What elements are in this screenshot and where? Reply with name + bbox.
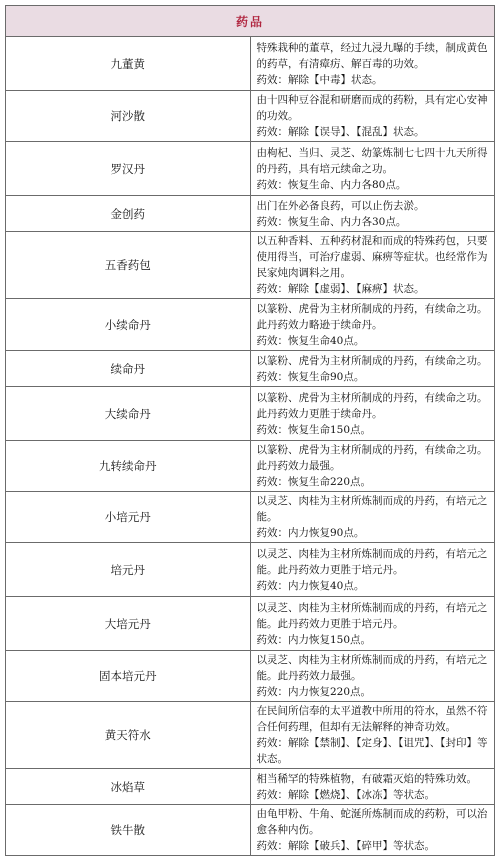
item-details: [250, 142, 495, 196]
item-effect: 药效：解除【禁制】、【定身】、【诅咒】、【封印】等状态。: [256, 737, 488, 765]
table-row: [6, 769, 495, 805]
table-row: [6, 805, 495, 856]
item-description: 由枸杞、当归、灵芝、幼篆炼制七七四十九天所得的丹药，具有培元续命之功。: [256, 146, 488, 175]
table-row: [6, 651, 495, 702]
item-description: 以篆粉、虎骨为主材所制成的丹药，有续命之功。此丹药效力最强。: [256, 444, 488, 472]
item-effect: 药效：恢复生命220点。: [256, 476, 372, 488]
item-details: [250, 769, 495, 805]
item-description: 特殊栽种的董草，经过九浸九曝的手续，制成黄色的药草，有清瘴疠、解百毒的功效。: [256, 41, 488, 70]
item-effect: 药效：内力恢复150点。: [256, 633, 372, 646]
item-name: 五香药包: [6, 232, 251, 299]
item-name: 黄天符水: [6, 702, 251, 769]
table-row: [6, 91, 495, 142]
table-header-row: [6, 6, 495, 37]
item-description: 以篆粉、虎骨为主材所制成的丹药，有续命之功。: [256, 354, 488, 367]
item-details: [250, 597, 495, 651]
item-description: 由十四种豆谷混和研磨而成的药粉，具有定心安神的功效。: [256, 94, 488, 122]
item-effect: 药效：解除【中毒】状态。: [256, 73, 383, 86]
table-row: [6, 441, 495, 492]
item-details: [250, 91, 495, 142]
item-details: [250, 702, 495, 769]
table-row: [6, 597, 495, 651]
table-row: [6, 37, 495, 91]
table-row: [6, 196, 495, 232]
item-description: 在民间所信奉的太平道教中所用的符水，虽然不符合任何药理，但却有无法解释的神奇功效。: [256, 705, 488, 733]
item-description: 以灵芝、肉桂为主材所炼制而成的丹药，有培元之能。: [256, 495, 488, 523]
item-effect: 药效：恢复生命、内力各30点。: [256, 215, 407, 228]
table-row: [6, 387, 495, 441]
item-name: 罗汉丹: [6, 142, 251, 196]
item-description: 相当稀罕的特殊植物，有破霜灭焰的特殊功效。: [256, 772, 477, 785]
item-effect: 药效：恢复生命、内力各80点。: [256, 178, 407, 191]
item-name: 小培元丹: [6, 492, 251, 543]
table-row: [6, 492, 495, 543]
item-description: 出门在外必备良药，可以止伤去淤。: [256, 199, 425, 212]
table-row: [6, 142, 495, 196]
item-effect: 药效：解除【燃烧】、【冰冻】等状态。: [256, 788, 435, 801]
item-details: [250, 351, 495, 387]
item-description: 以篆粉、虎骨为主材所制成的丹药，有续命之功。此丹药效力更胜于续命丹。: [256, 391, 488, 420]
item-description: 由龟甲粉、牛角、蛇涎所炼制而成的药粉，可以治愈各种内伤。: [256, 808, 488, 836]
item-details: [250, 651, 495, 702]
table-body: [6, 37, 495, 856]
item-effect: 药效：内力恢复90点。: [256, 527, 365, 539]
table-row: [6, 351, 495, 387]
table-row: [6, 299, 495, 351]
item-details: [250, 232, 495, 299]
item-details: [250, 441, 495, 492]
table-row: [6, 702, 495, 769]
item-name: 九董黄: [6, 37, 251, 91]
item-effect: 药效：内力恢复40点。: [256, 579, 365, 592]
table-row: [6, 543, 495, 597]
item-name: 培元丹: [6, 543, 251, 597]
item-name: 九转续命丹: [6, 441, 251, 492]
item-name: 续命丹: [6, 351, 251, 387]
item-details: [250, 37, 495, 91]
item-effect: 药效：恢复生命40点。: [256, 334, 365, 347]
item-effect: 药效：恢复生命90点。: [256, 370, 365, 383]
item-effect: 药效：解除【误导】、【混乱】状态。: [256, 126, 425, 138]
item-effect: 药效：内力恢复220点。: [256, 686, 372, 698]
item-details: [250, 492, 495, 543]
item-effect: 药效：恢复生命150点。: [256, 423, 372, 436]
item-details: [250, 387, 495, 441]
item-effect: 药效：解除【破兵】、【碎甲】等状态。: [256, 840, 435, 852]
medicine-table: [5, 5, 495, 856]
item-description: 以篆粉、虎骨为主材所制成的丹药，有续命之功。此丹药效力略逊于续命丹。: [256, 302, 488, 331]
item-name: 大续命丹: [6, 387, 251, 441]
item-details: [250, 805, 495, 856]
item-name: 冰焰草: [6, 769, 251, 805]
item-name: 河沙散: [6, 91, 251, 142]
item-details: [250, 543, 495, 597]
item-name: 金创药: [6, 196, 251, 232]
table-title: 药品: [6, 6, 495, 37]
item-details: [250, 196, 495, 232]
item-name: 铁牛散: [6, 805, 251, 856]
table-row: [6, 232, 495, 299]
item-name: 大培元丹: [6, 597, 251, 651]
item-description: 以灵芝、肉桂为主材所炼制而成的丹药，有培元之能。此丹药效力最强。: [256, 654, 488, 682]
item-details: [250, 299, 495, 351]
item-name: 小续命丹: [6, 299, 251, 351]
item-description: 以五种香料、五种药材混和而成的特殊药包，只要使用得当，可治疗虚弱、麻痹等症状。也经常作为民家炖肉调料之用。: [256, 235, 488, 279]
item-description: 以灵芝、肉桂为主材所炼制而成的丹药，有培元之能。此丹药效力更胜于培元丹。: [256, 547, 488, 576]
item-description: 以灵芝、肉桂为主材所炼制而成的丹药，有培元之能。此丹药效力更胜于培元丹。: [256, 601, 488, 630]
item-name: 固本培元丹: [6, 651, 251, 702]
item-effect: 药效：解除【虚弱】、【麻痹】状态。: [256, 283, 425, 295]
